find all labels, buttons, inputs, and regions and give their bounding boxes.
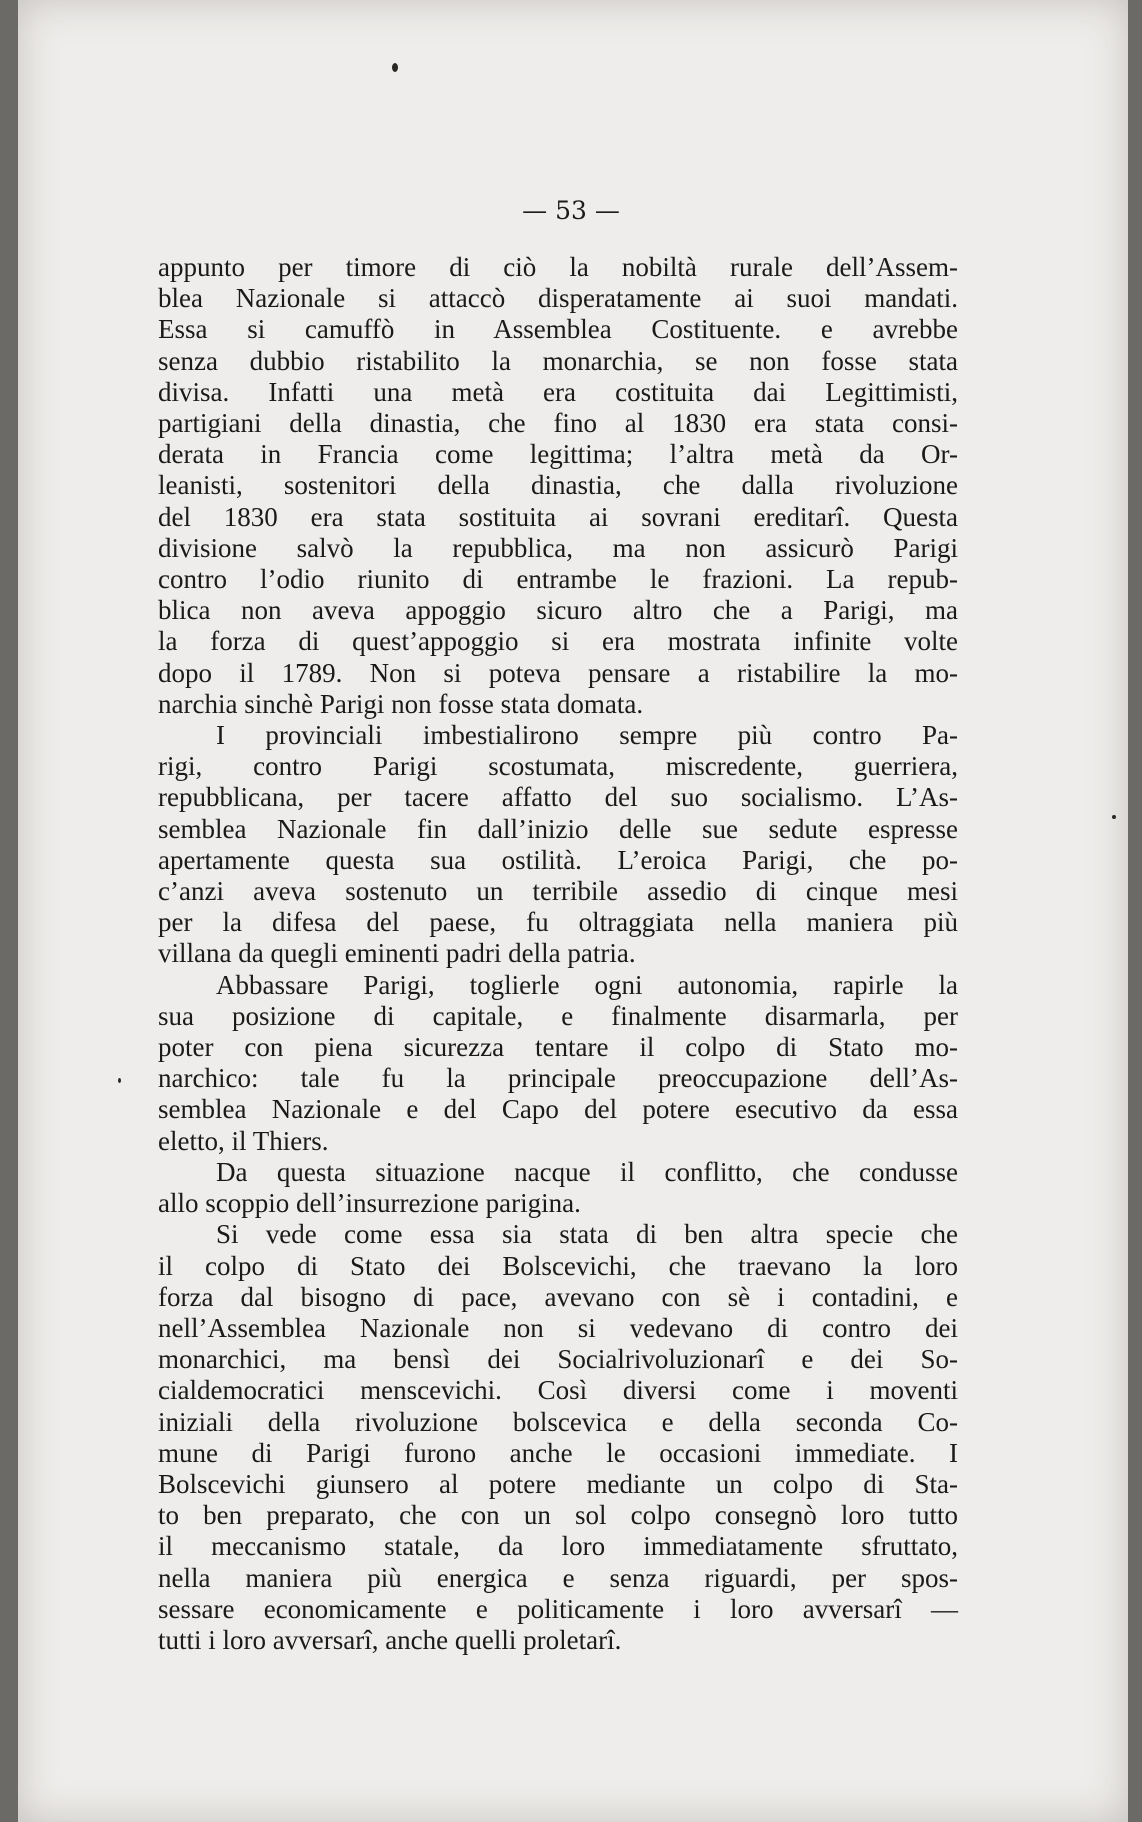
text-line: nell’Assemblea Nazionale non si vedevano di contro dei [158,1312,958,1343]
text-line: derata in Francia come legittima; l’altra metà da Or- [158,439,958,470]
text-line: allo scoppio dell’insurrezione parigina. [158,1188,581,1219]
text-line: il meccanismo statale, da loro immediatamente sfruttato, [158,1531,958,1562]
text-line: iniziali della rivoluzione bolscevica e della seconda Co- [158,1406,958,1437]
body-text [158,252,958,1656]
ink-speck [1112,815,1116,819]
text-line: cialdemocratici menscevichi. Così diversi come i moventi [158,1375,958,1406]
text-line: rigi, contro Parigi scostumata, miscredente, guerriera, [158,751,958,782]
text-line: blea Nazionale si attaccò disperatamente ai suoi mandati. [158,283,958,314]
text-line: del 1830 era stata sostituita ai sovrani ereditarî. Questa [158,501,958,532]
text-line: appunto per timore di ciò la nobiltà rurale dell’Assem- [158,252,958,282]
text-line: tutti i loro avversarî, anche quelli proletarî. [158,1624,622,1655]
text-line: narchico: tale fu la principale preoccupazione dell’As- [158,1063,958,1094]
text-line: leanisti, sostenitori della dinastia, che dalla rivoluzione [158,470,958,501]
text-line: senza dubbio ristabilito la monarchia, se non fosse stata [158,345,958,376]
text-line: sessare economicamente e politicamente i loro avversarî — [158,1593,958,1624]
text-line: partigiani della dinastia, che fino al 1830 era stata consi- [158,408,958,439]
text-line: apertamente questa sua ostilità. L’eroica Parigi, che po- [158,844,958,875]
text-line: Si vede come essa sia stata di ben altra specie che [216,1219,958,1250]
text-line: Essa si camuffò in Assemblea Costituente. e avrebbe [158,314,958,345]
text-line: divisa. Infatti una metà era costituita dai Legittimisti, [158,376,958,407]
text-line: semblea Nazionale fin dall’inizio delle sue sedute espresse [158,813,958,844]
text-line: contro l’odio riunito di entrambe le frazioni. La repub- [158,564,958,595]
page-number: — 53 — [522,196,620,225]
text-line: Bolscevichi giunsero al potere mediante un colpo di Sta- [158,1468,958,1499]
text-line: poter con piena sicurezza tentare il colpo di Stato mo- [158,1032,958,1063]
text-line: semblea Nazionale e del Capo del potere esecutivo da essa [158,1094,958,1125]
text-line: dopo il 1789. Non si poteva pensare a ristabilire la mo- [158,657,958,688]
text-line: villana da quegli eminenti padri della patria. [158,938,636,969]
text-line: divisione salvò la repubblica, ma non assicurò Parigi [158,532,958,563]
text-line: per la difesa del paese, fu oltraggiata nella maniera più [158,907,958,938]
text-line: Da questa situazione nacque il conflitto, che condusse [216,1156,958,1187]
text-line: forza dal bisogno di pace, avevano con sè i contadini, e [158,1281,958,1312]
text-line: to ben preparato, che con un sol colpo consegnò loro tutto [158,1500,958,1531]
text-line: narchia sinchè Parigi non fosse stata domata. [158,688,644,719]
text-line: eletto, il Thiers. [158,1125,329,1156]
text-line: il colpo di Stato dei Bolscevichi, che traevano la loro [158,1250,958,1281]
text-line: la forza di quest’appoggio si era mostrata infinite volte [158,626,958,657]
ink-speck [118,1078,121,1083]
text-line: sua posizione di capitale, e finalmente disarmarla, per [158,1000,958,1031]
text-line: c’anzi aveva sostenuto un terribile assedio di cinque mesi [158,876,958,907]
ink-speck [392,63,398,72]
text-line: repubblicana, per tacere affatto del suo socialismo. L’As- [158,782,958,813]
text-line: blica non aveva appoggio sicuro altro che a Parigi, ma [158,595,958,626]
text-line: I provinciali imbestialirono sempre più contro Pa- [216,720,958,751]
text-line: Abbassare Parigi, toglierle ogni autonomia, rapirle la [216,969,958,1000]
text-line: monarchici, ma bensì dei Socialrivoluzionarî e dei So- [158,1344,958,1375]
text-line: nella maniera più energica e senza riguardi, per spos- [158,1562,958,1593]
text-line: mune di Parigi furono anche le occasioni immediate. I [158,1437,958,1468]
